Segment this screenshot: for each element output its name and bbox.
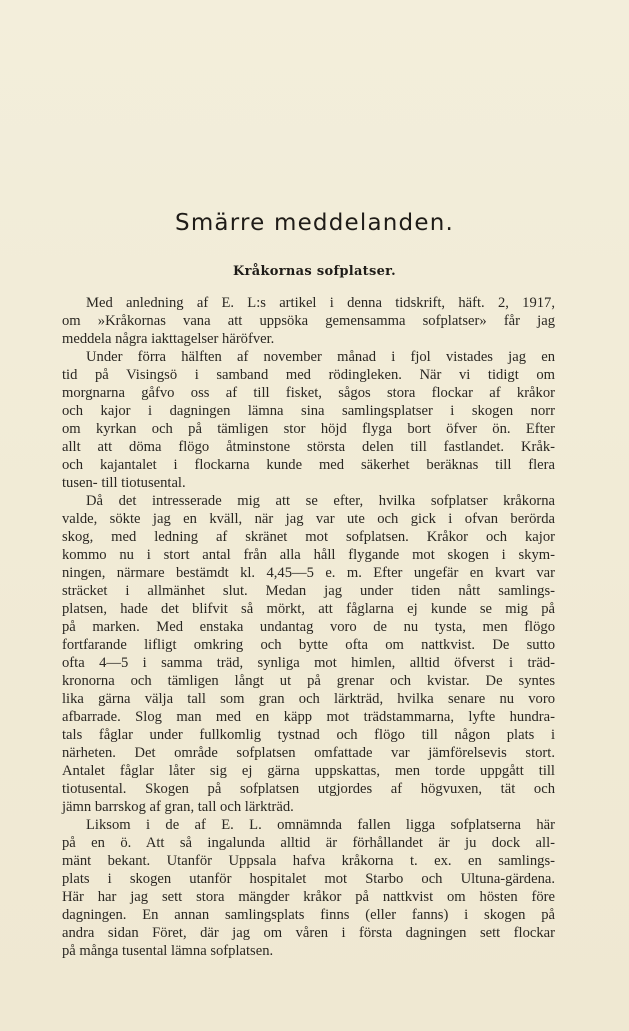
text-line: allt att döma flögo åtminstone största delen till fastlandet. Kråk- bbox=[62, 439, 555, 455]
text-line: Med anledning af E. L:s artikel i denna tidskrift, häft. 2, 1917, bbox=[86, 295, 555, 311]
text-line: sträcket i allmänhet slut. Medan jag under tiden nått samlings- bbox=[62, 583, 555, 599]
text-line: ningen, närmare bestämdt kl. 4,45—5 e. m. Efter ungefär en kvart var bbox=[62, 565, 555, 581]
text-line: om kyrkan och på tämligen stor höjd flyga bort öfver ön. Efter bbox=[62, 421, 555, 437]
text-line: dagningen. En annan samlingsplats finns (eller fanns) i skogen på bbox=[62, 907, 555, 923]
text-line: och kajantalet i flockarna kunde med säkerhet beräknas till flera bbox=[62, 457, 555, 473]
text-line: fortfarande lifligt omkring och bytte ofta om nattkvist. De sutto bbox=[62, 637, 555, 653]
text-line: meddela några iakttagelser häröfver. bbox=[62, 331, 275, 347]
text-line: Här har jag sett stora mängder kråkor på nattkvist om hösten före bbox=[62, 889, 555, 905]
article-title: Kråkornas sofplatser. bbox=[233, 264, 396, 279]
article-body bbox=[62, 294, 555, 960]
text-line: tusen- till tiotusental. bbox=[62, 475, 186, 491]
text-line: tals fåglar under fullkomlig tystnad och flögo till någon plats i bbox=[62, 727, 555, 743]
text-line: tid på Visingsö i samband med rödingleken. När vi tidigt om bbox=[62, 367, 555, 383]
text-line: skog, med ledning af skränet mot sofplatsen. Kråkor och kajor bbox=[62, 529, 555, 545]
text-line: kronorna och tämligen långt ut på grenar och kvistar. De syntes bbox=[62, 673, 555, 689]
text-line: Under förra hälften af november månad i fjol vistades jag en bbox=[86, 349, 555, 365]
text-line: på många tusental lämna sofplatsen. bbox=[62, 943, 274, 959]
text-line: på marken. Med enstaka undantag voro de nu tysta, men flögo bbox=[62, 619, 555, 635]
text-line: på en ö. Att så ingalunda alltid är förhållandet är ju dock all- bbox=[62, 835, 555, 851]
text-line: jämn barrskog af gran, tall och lärkträd. bbox=[62, 799, 294, 815]
text-line: kommo nu i stort antal från alla håll flygande mot skogen i skym- bbox=[62, 547, 555, 563]
text-line: Liksom i de af E. L. omnämnda fallen ligga sofplatserna här bbox=[86, 817, 555, 833]
text-line: morgnarna gåfvo oss af till fisket, sågos stora flockar af kråkor bbox=[62, 385, 555, 401]
text-line: närheten. Det område sofplatsen omfattade var jämförelsevis stort. bbox=[62, 745, 555, 761]
text-line: valde, sökte jag en kväll, när jag var ute och gick i ofvan berörda bbox=[62, 511, 555, 527]
text-line: tiotusental. Skogen på sofplatsen utgjordes af högvuxen, tät och bbox=[62, 781, 555, 797]
text-line: och kajor i dagningen lämna sina samlingsplatser i skogen norr bbox=[62, 403, 555, 419]
text-line: andra sidan Föret, där jag om våren i första dagningen sett flockar bbox=[62, 925, 555, 941]
text-line: platsen, hade det blifvit så mörkt, att fåglarna ej kunde se mig på bbox=[62, 601, 555, 617]
text-line: om »Kråkornas vana att uppsöka gemensamma sofplatser» får jag bbox=[62, 313, 555, 329]
text-line: plats i skogen utanför hospitalet mot Starbo och Ultuna-gärdena. bbox=[62, 871, 555, 887]
text-line: ofta 4—5 i samma träd, synliga mot himlen, alltid öfverst i träd- bbox=[62, 655, 555, 671]
text-line: mänt bekant. Utanför Uppsala hafva kråkorna t. ex. en samlings- bbox=[62, 853, 555, 869]
text-line: afbarrade. Slog man med en käpp mot trädstammarna, lyfte hundra- bbox=[62, 709, 555, 725]
text-line: Då det intresserade mig att se efter, hvilka sofplatser kråkorna bbox=[86, 493, 555, 509]
text-line: lika gärna välja tall som gran och lärkträd, hvilka senare nu voro bbox=[62, 691, 555, 707]
text-line: Antalet fåglar låter sig ej gärna uppskattas, men torde uppgått till bbox=[62, 763, 555, 779]
section-title: Smärre meddelanden. bbox=[175, 210, 454, 236]
